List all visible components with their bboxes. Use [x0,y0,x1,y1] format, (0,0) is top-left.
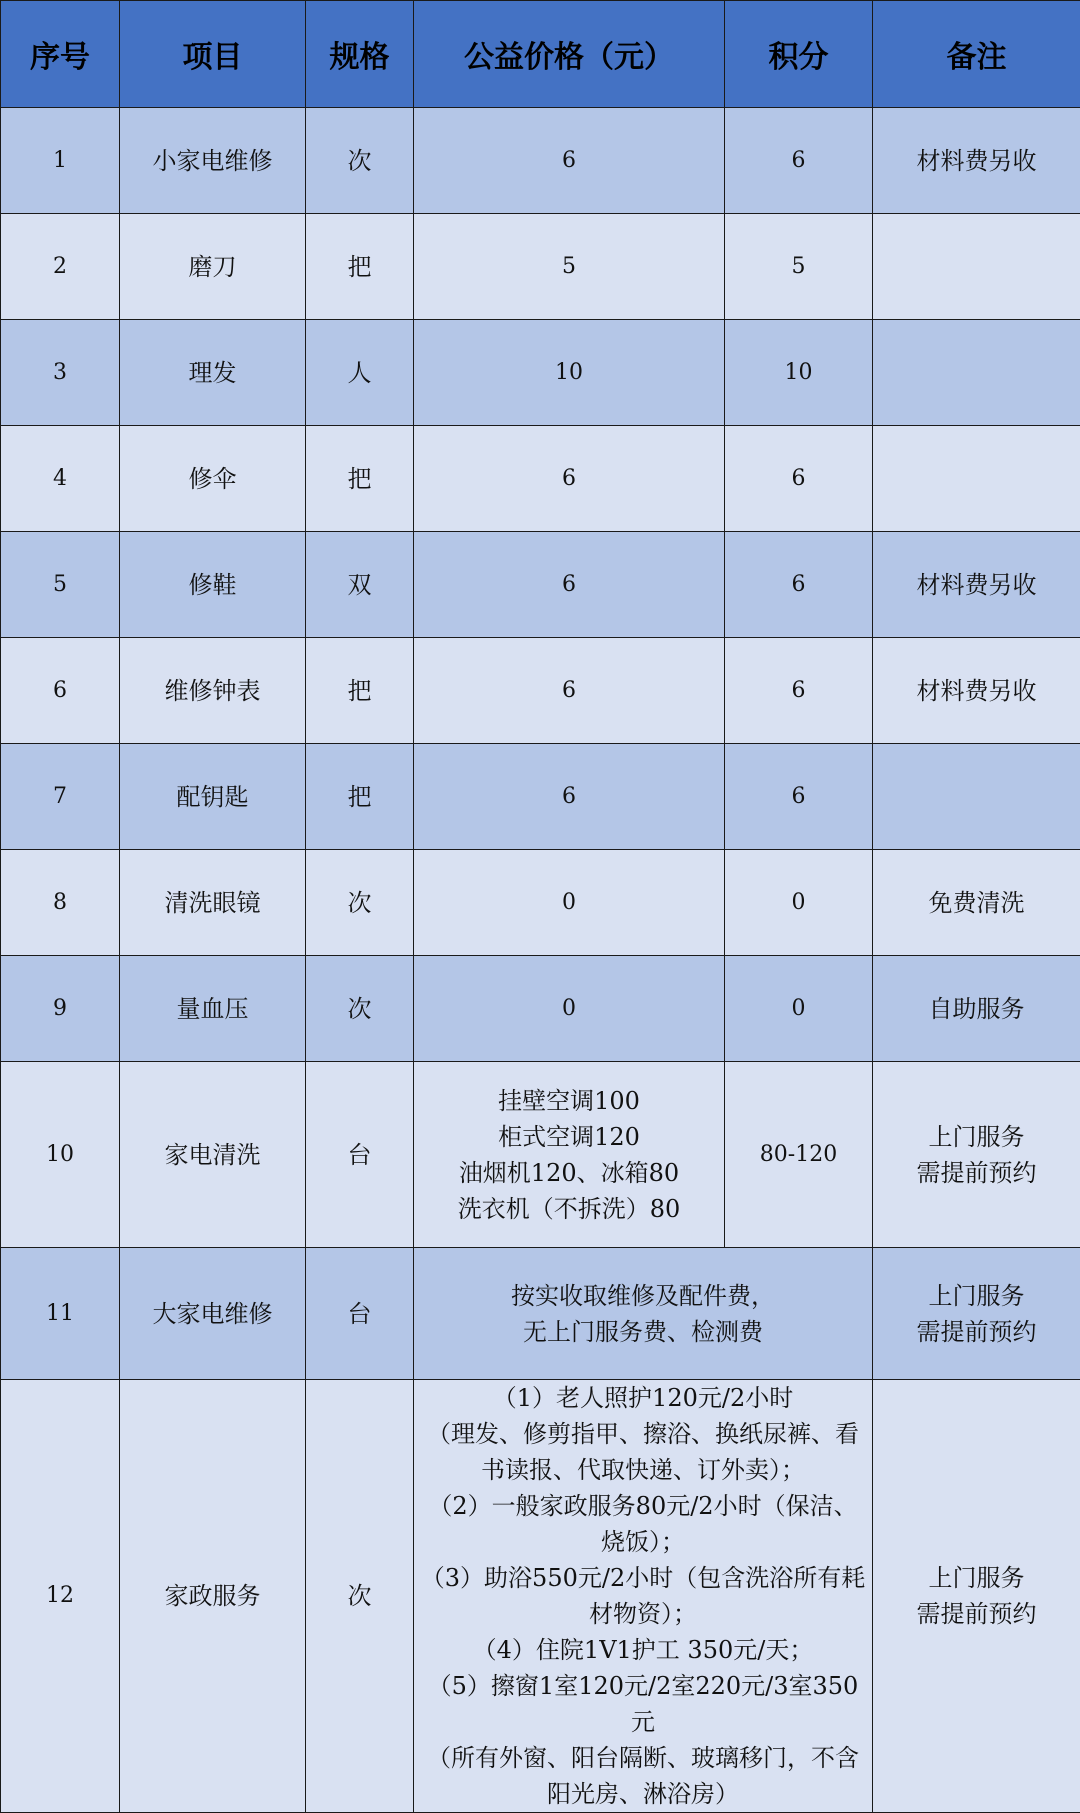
cell-price: 0 [414,850,725,956]
cell-note [873,426,1080,532]
cell-note: 材料费另收 [873,638,1080,744]
cell-points: 6 [725,744,873,850]
cell-note: 上门服务 需提前预约 [873,1062,1080,1248]
cell-note [873,320,1080,426]
cell-points: 80-120 [725,1062,873,1248]
cell-price: 6 [414,638,725,744]
table-header-row [1,1,1080,108]
cell-note: 自助服务 [873,956,1080,1062]
header-item: 项目 [120,1,306,108]
cell-item: 修伞 [120,426,306,532]
cell-price: 6 [414,744,725,850]
cell-points: 6 [725,638,873,744]
cell-spec: 次 [306,956,414,1062]
table-row [1,638,1080,744]
cell-seq: 7 [1,744,120,850]
cell-points: 6 [725,532,873,638]
cell-spec: 人 [306,320,414,426]
cell-seq: 9 [1,956,120,1062]
cell-points: 5 [725,214,873,320]
cell-spec: 次 [306,850,414,956]
cell-price: 6 [414,532,725,638]
cell-price: 6 [414,426,725,532]
cell-note: 材料费另收 [873,108,1080,214]
table-row [1,1380,1080,1813]
cell-note: 上门服务 需提前预约 [873,1380,1080,1813]
table-row [1,956,1080,1062]
header-note: 备注 [873,1,1080,108]
cell-note: 材料费另收 [873,532,1080,638]
cell-seq: 2 [1,214,120,320]
cell-seq: 8 [1,850,120,956]
cell-item: 家政服务 [120,1380,306,1813]
cell-points: 0 [725,956,873,1062]
cell-item: 维修钟表 [120,638,306,744]
cell-item: 配钥匙 [120,744,306,850]
cell-item: 理发 [120,320,306,426]
cell-item: 大家电维修 [120,1248,306,1380]
table-row [1,426,1080,532]
cell-points: 6 [725,426,873,532]
cell-item: 家电清洗 [120,1062,306,1248]
cell-item: 修鞋 [120,532,306,638]
table-row [1,1248,1080,1380]
cell-price: 5 [414,214,725,320]
cell-note [873,744,1080,850]
cell-seq: 11 [1,1248,120,1380]
cell-item: 量血压 [120,956,306,1062]
table-row [1,108,1080,214]
table-row [1,1062,1080,1248]
cell-price: 10 [414,320,725,426]
header-spec: 规格 [306,1,414,108]
cell-spec: 次 [306,108,414,214]
cell-spec: 把 [306,744,414,850]
cell-seq: 10 [1,1062,120,1248]
table-row [1,214,1080,320]
header-price: 公益价格（元） [414,1,725,108]
cell-spec: 次 [306,1380,414,1813]
cell-price: 挂壁空调100 柜式空调120 油烟机120、冰箱80 洗衣机（不拆洗）80 [414,1062,725,1248]
cell-seq: 1 [1,108,120,214]
cell-points: 10 [725,320,873,426]
cell-price: 0 [414,956,725,1062]
table-row [1,320,1080,426]
cell-spec: 台 [306,1062,414,1248]
cell-note [873,214,1080,320]
cell-points: 6 [725,108,873,214]
cell-seq: 5 [1,532,120,638]
cell-price-points-merged: 按实收取维修及配件费， 无上门服务费、检测费 [414,1248,873,1380]
cell-price-detail: （1）老人照护120元/2小时 （理发、修剪指甲、擦浴、换纸尿裤、看 书读报、代取快递、订外卖）； （2）一般家政服务80元/2小时（保洁、 烧饭）； （3）助浴550元/2小时（包含洗浴所有耗 材物资）； （4）住院1V1护工 350元/天； （5）擦窗1室120元/2室220元/3室350元 （所有外窗、阳台隔断、玻璃移门，不含 阳光房、淋浴房） [414,1380,873,1813]
cell-price: 6 [414,108,725,214]
cell-points: 0 [725,850,873,956]
cell-spec: 双 [306,532,414,638]
cell-spec: 台 [306,1248,414,1380]
table-row [1,532,1080,638]
cell-seq: 3 [1,320,120,426]
cell-spec: 把 [306,214,414,320]
cell-spec: 把 [306,638,414,744]
cell-item: 清洗眼镜 [120,850,306,956]
cell-item: 小家电维修 [120,108,306,214]
cell-note: 上门服务 需提前预约 [873,1248,1080,1380]
cell-spec: 把 [306,426,414,532]
cell-seq: 12 [1,1380,120,1813]
header-seq: 序号 [1,1,120,108]
cell-note: 免费清洗 [873,850,1080,956]
table-row [1,744,1080,850]
cell-seq: 4 [1,426,120,532]
header-points: 积分 [725,1,873,108]
table-row [1,850,1080,956]
cell-seq: 6 [1,638,120,744]
cell-item: 磨刀 [120,214,306,320]
